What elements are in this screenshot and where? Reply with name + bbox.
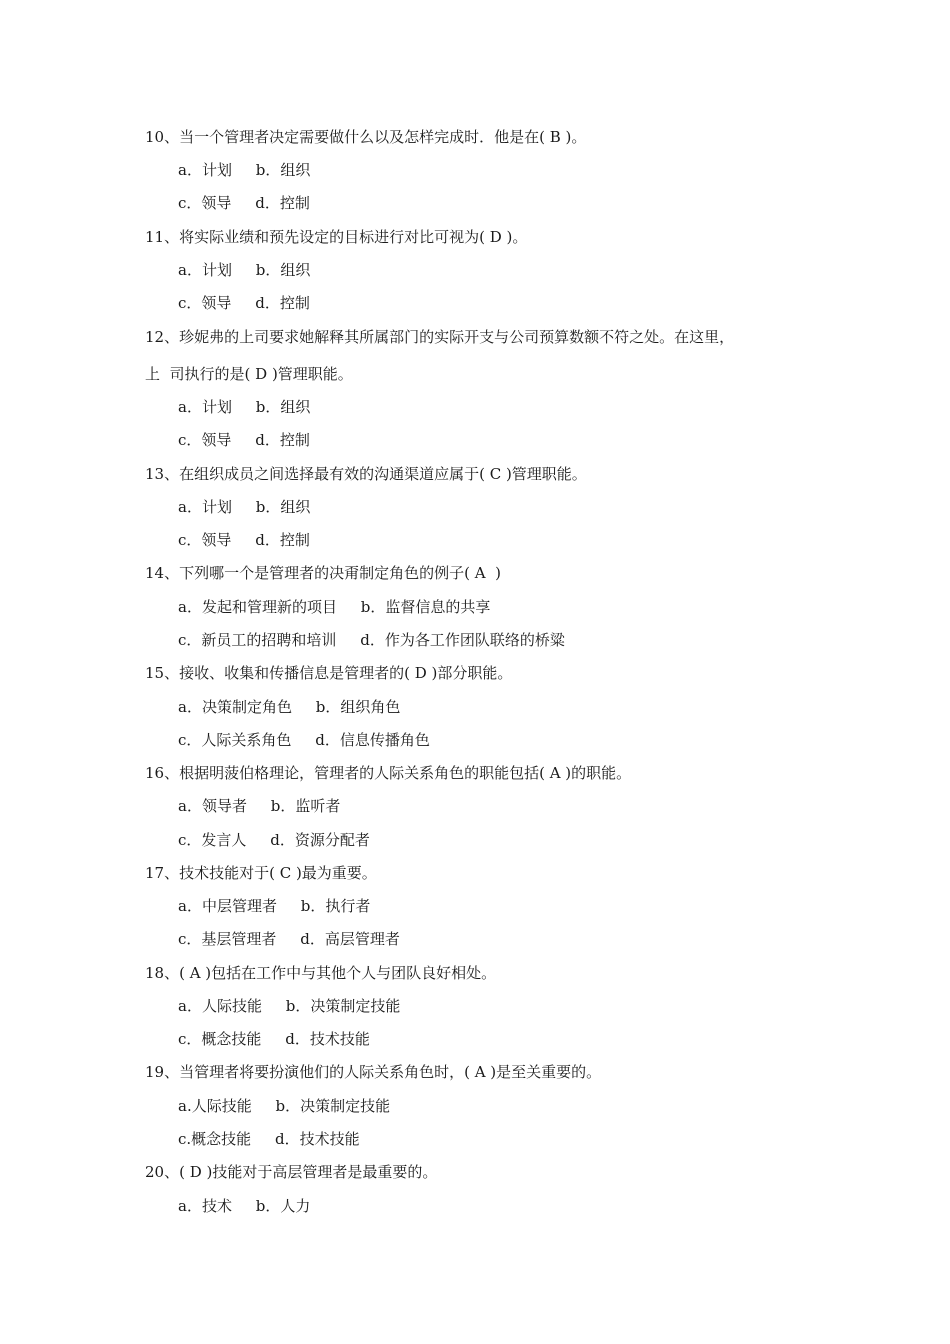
question-19: 19、当管理者将要扮演他们的人际关系角色时，( A )是至关重要的。 <box>145 1063 602 1081</box>
option-line: c．领导 d．控制 <box>178 294 310 312</box>
option-line: c．领导 d．控制 <box>178 431 310 449</box>
question-12: 12、珍妮弗的上司要求她解释其所属部门的实际开支与公司预算数额不符之处。在这里， <box>145 328 735 346</box>
option-line: c．概念技能 d．技术技能 <box>178 1030 370 1048</box>
option-line: a．计划 b．组织 <box>178 261 311 279</box>
option-line: c.概念技能 d．技术技能 <box>178 1130 360 1148</box>
question-14: 14、下列哪一个是管理者的决甭制定角色的例子( A ) <box>145 564 501 582</box>
option-line: a．人际技能 b．决策制定技能 <box>178 997 401 1015</box>
option-line: a．技术 b．人力 <box>178 1197 311 1215</box>
option-line: c．基层管理者 d．高层管理者 <box>178 930 400 948</box>
option-line: c．人际关系角色 d．信息传播角色 <box>178 731 430 749</box>
question-13: 13、在组织成员之间选择最有效的沟通渠道应属于( C )管理职能。 <box>145 465 587 483</box>
option-line: a．中层管理者 b．执行者 <box>178 897 371 915</box>
option-line: a．计划 b．组织 <box>178 498 311 516</box>
option-line: a．领导者 b．监听者 <box>178 797 341 815</box>
option-line: c．领导 d．控制 <box>178 531 310 549</box>
question-16: 16、根据明菠伯格理论，管理者的人际关系角色的职能包括( A )的职能。 <box>145 764 632 782</box>
option-line: a．计划 b．组织 <box>178 398 311 416</box>
question-10: 10、当一个管理者决定需要做什么以及怎样完成时．他是在( B )。 <box>145 128 587 146</box>
option-line: a．发起和管理新的项目 b．监督信息的共享 <box>178 598 491 616</box>
option-line: a.人际技能 b．决策制定技能 <box>178 1097 391 1115</box>
question-11: 11、将实际业绩和预先设定的目标进行对比可视为( D )。 <box>145 228 528 246</box>
question-17: 17、技术技能对于( C )最为重要。 <box>145 864 377 882</box>
option-line: c．新员工的招聘和培训 d．作为各工作团队联络的桥粱 <box>178 631 565 649</box>
option-line: c．发言人 d．资源分配者 <box>178 831 370 849</box>
option-line: c．领导 d．控制 <box>178 194 310 212</box>
option-line: a．决策制定角色 b．组织角色 <box>178 698 401 716</box>
option-line: a．计划 b．组织 <box>178 161 311 179</box>
question-18: 18、( A )包括在工作中与其他个人与团队良好相处。 <box>145 964 497 982</box>
question-15: 15、接收、收集和传播信息是管理者的( D )部分职能。 <box>145 664 513 682</box>
question-20: 20、( D )技能对于高层管理者是最重要的。 <box>145 1163 438 1181</box>
question-12-continuation: 上 司执行的是( D )管理职能。 <box>145 365 353 383</box>
